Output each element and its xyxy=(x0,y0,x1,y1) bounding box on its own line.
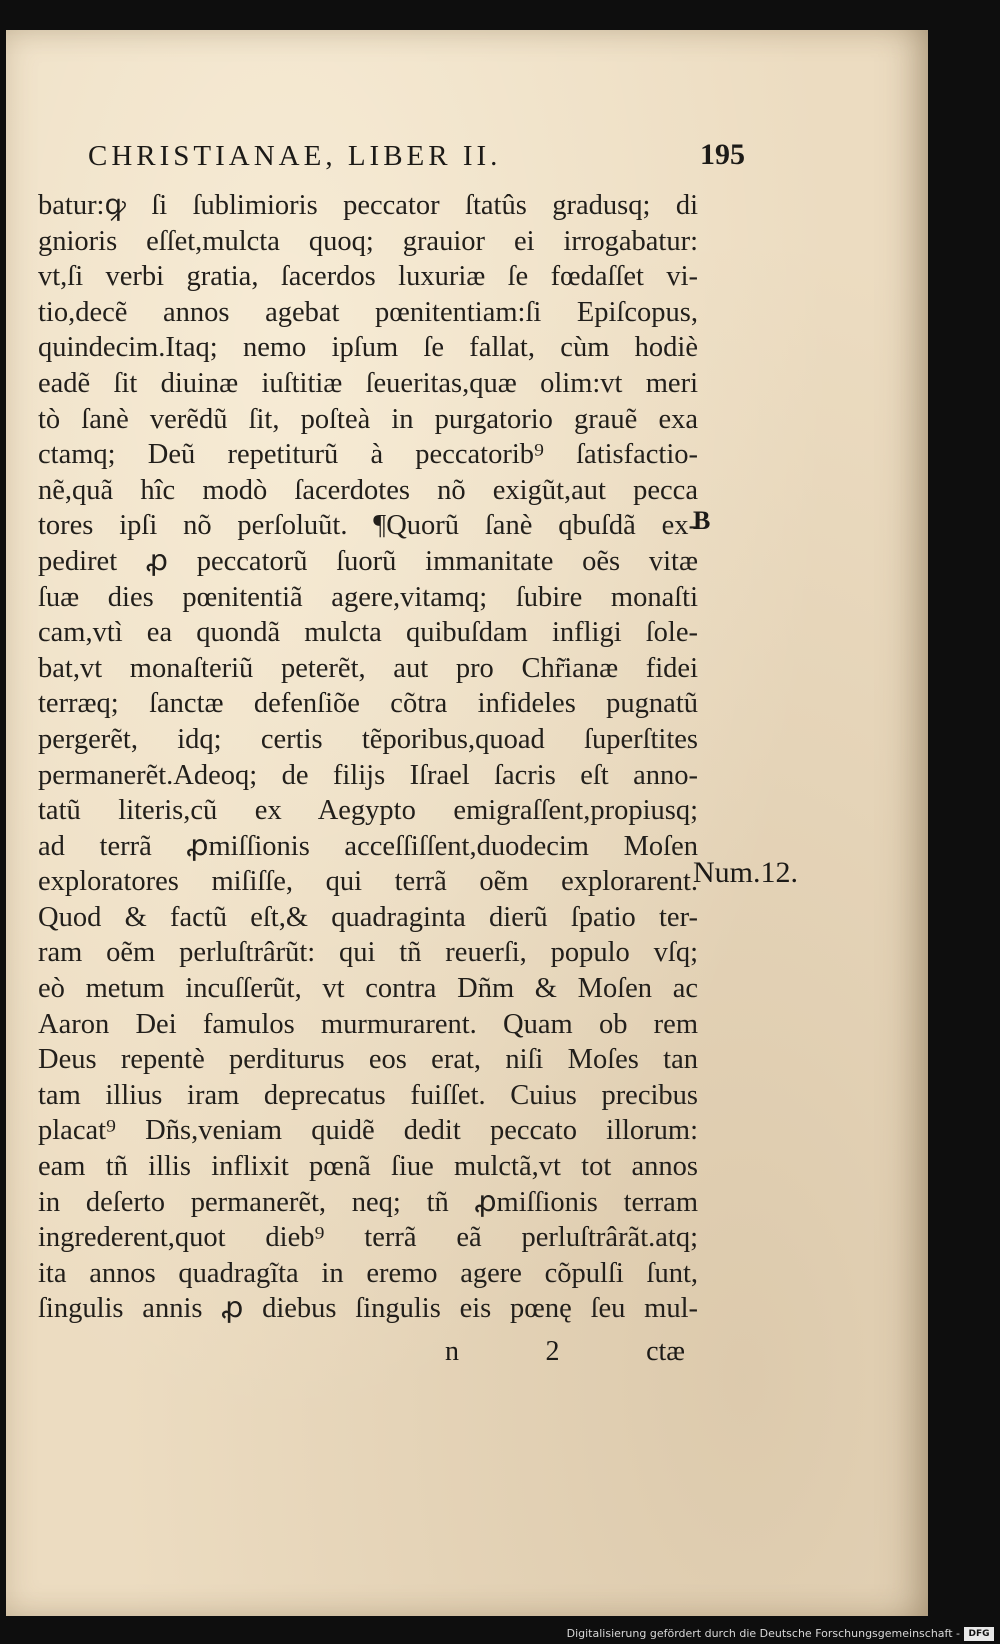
text-line: eam tñ illis inflixit pœnã ſiue mulctã,vt tot annos xyxy=(38,1151,698,1183)
text-line: ingrederent,quot dieb⁹ terrã eã perluſtrârãt.atq; xyxy=(38,1222,698,1254)
signature-letter: n xyxy=(445,1336,459,1367)
text-line: ſingulis annis ꝓ diebus ſingulis eis pœnę ſeu mul- xyxy=(38,1293,698,1325)
signature-catchword-line xyxy=(445,1336,685,1368)
text-line: eadẽ ſit diuinæ iuſtitiæ ſeueritas,quæ olim:vt meri xyxy=(38,367,698,399)
digitization-credit: Digitalisierung gefördert durch die Deutsche Forschungsgemeinschaft - xyxy=(566,1627,960,1640)
text-line: pergerẽt, idq; certis tẽporibus,quoad ſuperſtites xyxy=(38,723,698,755)
text-line: in deſerto permanerẽt, neq; tñ ꝓmiſſionis terram xyxy=(38,1186,698,1218)
text-line: vt,ſi verbi gratia, ſacerdos luxuriæ ſe fœdaſſet vi- xyxy=(38,261,698,293)
text-line: eò metum incuſſerũt, vt contra Dñm & Moſen ac xyxy=(38,973,698,1005)
text-line: batur:ꝙ ſi ſublimioris peccator ſtatûs gradusq; di xyxy=(38,190,698,221)
signature-number: 2 xyxy=(545,1336,560,1367)
text-line: Aaron Dei famulos murmurarent. Quam ob rem xyxy=(38,1008,698,1040)
text-line: tio,decẽ annos agebat pœnitentiam:ſi Epiſcopus, xyxy=(38,296,698,328)
text-line: Quod & factũ eſt,& quadraginta dierũ ſpatio ter- xyxy=(38,901,698,933)
text-line: placat⁹ Dñs,veniam quidẽ dedit peccato illorum: xyxy=(38,1115,698,1147)
margin-section-letter: B xyxy=(693,506,711,535)
text-line: nẽ,quã hîc modò ſacerdotes nõ exigũt,aut pecca xyxy=(38,474,698,506)
text-line: cam,vtì ea quondã mulcta quibuſdam infligi ſole- xyxy=(38,617,698,649)
margin-reference: Num.12. xyxy=(693,856,798,889)
text-line: ſuæ dies pœnitentiã agere,vitamq; ſubire monaſti xyxy=(38,581,698,613)
text-line: tatũ literis,cũ ex Aegypto emigraſſent,propiusq; xyxy=(38,795,698,827)
text-line: ctamq; Deũ repetiturũ à peccatorib⁹ ſatisfactio- xyxy=(38,439,698,471)
text-line: ita annos quadragĩta in eremo agere cõpulſi ſunt, xyxy=(38,1257,698,1289)
text-line: tores ipſi nõ perſoluũt. ¶Quorũ ſanè qbuſdã ex- xyxy=(38,510,698,542)
text-line: permanerẽt.Adeoq; de filijs Iſrael ſacris eſt anno- xyxy=(38,759,698,791)
text-line: terræq; ſanctæ defenſiõe cõtra infideles pugnatũ xyxy=(38,688,698,720)
catchword: ctæ xyxy=(646,1336,685,1367)
dfg-logo: DFG xyxy=(964,1627,994,1641)
page-number: 195 xyxy=(700,138,745,171)
running-head: CHRISTIANAE, LIBER II. xyxy=(88,140,502,172)
text-line: tam illius iram deprecatus fuiſſet. Cuius precibus xyxy=(38,1079,698,1111)
text-line: gnioris eſſet,mulcta quoq; grauior ei irrogabatur: xyxy=(38,225,698,257)
body-text xyxy=(38,188,698,1327)
text-line: ram oẽm perluſtrârũt: qui tñ reuerſi, populo vſq; xyxy=(38,937,698,969)
text-line: exploratores miſiſſe, qui terrã oẽm explorarent. xyxy=(38,866,698,898)
text-line: pediret ꝓ peccatorũ ſuorũ immanitate oẽs vitæ xyxy=(38,545,698,577)
text-line: tò ſanè verẽdũ ſit, poſteà in purgatorio grauẽ exa xyxy=(38,403,698,435)
text-line: ad terrã ꝓmiſſionis acceſſiſſent,duodecim Moſen xyxy=(38,830,698,862)
text-line: quindecim.Itaq; nemo ipſum ſe fallat, cùm hodiè xyxy=(38,332,698,364)
text-line: bat,vt monaſteriũ peterẽt, aut pro Chr̃ianæ fidei xyxy=(38,652,698,684)
text-line: Deus repentè perditurus eos erat, niſi Moſes tan xyxy=(38,1044,698,1076)
